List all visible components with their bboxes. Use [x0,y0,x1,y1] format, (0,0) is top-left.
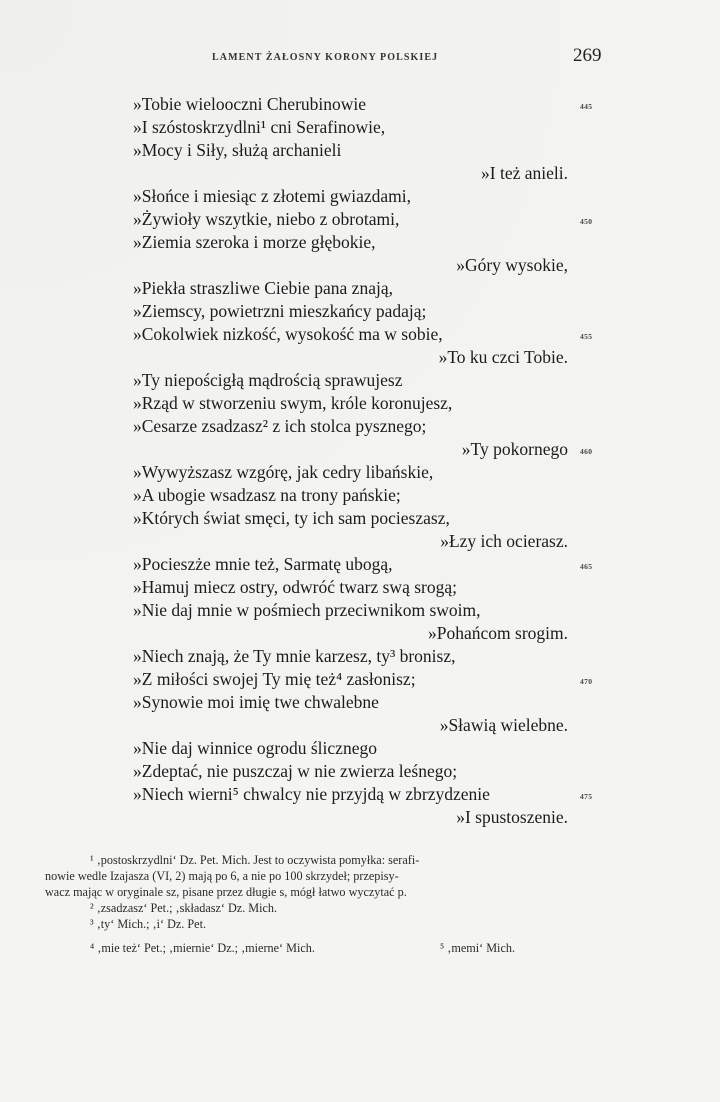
poem-line: »I spustoszenie. [456,807,568,827]
poem-line: »Cesarze zsadzasz² z ich stolca pysznego; [133,416,427,436]
line-number: 475 [580,792,593,801]
poem-line: »Zdeptać, nie puszczaj w nie zwierza leśnego; [133,761,458,781]
poem-line: »Mocy i Siły, służą archanieli [133,140,342,160]
poem-line: »Żywioły wszytkie, niebo z obrotami, [133,209,400,229]
line-number: 460 [580,447,593,456]
poem-line: »Ziemscy, powietrzni mieszkańcy padają; [133,301,427,321]
footnote-line: ³ ‚ty‘ Mich.; ‚i‘ Dz. Pet. [90,917,207,931]
line-number: 450 [580,217,593,226]
poem-line: »Góry wysokie, [456,255,568,275]
line-number: 445 [580,102,593,111]
poem-line: »Ty niepościgłą mądrością sprawujesz [133,370,403,390]
poem-line: »A ubogie wsadzasz na trony pańskie; [133,485,401,505]
footnote-line: ⁴ ‚mie też‘ Pet.; ‚miernie‘ Dz.; ‚mierne‘ Mich. [90,941,315,955]
poem-line: »Z miłości swojej Ty mię też⁴ zasłonisz; [133,669,416,689]
poem-line: »Wywyższasz wzgórę, jak cedry libańskie, [133,462,434,482]
poem-line: »I też anieli. [481,163,568,183]
poem-line: »Tobie wielooczni Cherubinowie [133,94,367,114]
poem-line: »Niech znają, że Ty mnie karzesz, ty³ bronisz, [133,646,456,666]
poem-line: »Słońce i miesiąc z złotemi gwiazdami, [133,186,411,206]
poem-line: »Cokolwiek nizkość, wysokość ma w sobie, [133,324,443,344]
poem-line: »Sławią wielebne. [439,715,568,735]
poem-line: »I szóstoskrzydlni¹ cni Serafinowie, [133,117,386,137]
poem-line: »Pocieszże mnie też, Sarmatę ubogą, [133,554,393,574]
footnote-line: ² ‚zsadzasz‘ Pet.; ‚składasz‘ Dz. Mich. [90,901,278,915]
poem-line: »Których świat smęci, ty ich sam pocieszasz, [133,508,450,528]
line-number: 470 [580,677,593,686]
poem-line: »To ku czci Tobie. [438,347,568,367]
poem-line: »Ty pokornego [461,439,568,459]
footnote-line: ⁵ ‚memi‘ Mich. [440,941,515,955]
page-number: 269 [573,45,602,66]
running-header: LAMENT ŻAŁOSNY KORONY POLSKIEJ [212,52,439,63]
poem-line: »Piekła straszliwe Ciebie pana znają, [133,278,393,298]
poem-line: »Rząd w stworzeniu swym, króle koronujesz, [133,393,453,413]
line-number: 465 [580,562,593,571]
poem-line: »Hamuj miecz ostry, odwróć twarz swą srogą; [133,577,457,597]
footnote-line: ¹ ‚postoskrzydlni‘ Dz. Pet. Mich. Jest to oczywista pomyłka: serafi- [90,853,420,867]
footnote-line: wacz mając w oryginale sz, pisane przez długie s, mógł łatwo wyczytać p. [45,885,407,899]
footnote-line: nowie wedle Izajasza (VI, 2) mają po 6, a nie po 100 skrzydeł; przepisy- [45,869,399,883]
poem-line: »Łzy ich ocierasz. [440,531,568,551]
poem-line: »Nie daj mnie w pośmiech przeciwnikom swoim, [133,600,481,620]
line-number: 455 [580,332,593,341]
poem-line: »Pohańcom srogim. [428,623,568,643]
poem-line: »Ziemia szeroka i morze głębokie, [133,232,376,252]
poem-line: »Synowie moi imię twe chwalebne [133,692,379,712]
poem-line: »Nie daj winnice ogrodu ślicznego [133,738,377,758]
poem-line: »Niech wierni⁵ chwalcy nie przyjdą w zbrzydzenie [133,784,490,804]
